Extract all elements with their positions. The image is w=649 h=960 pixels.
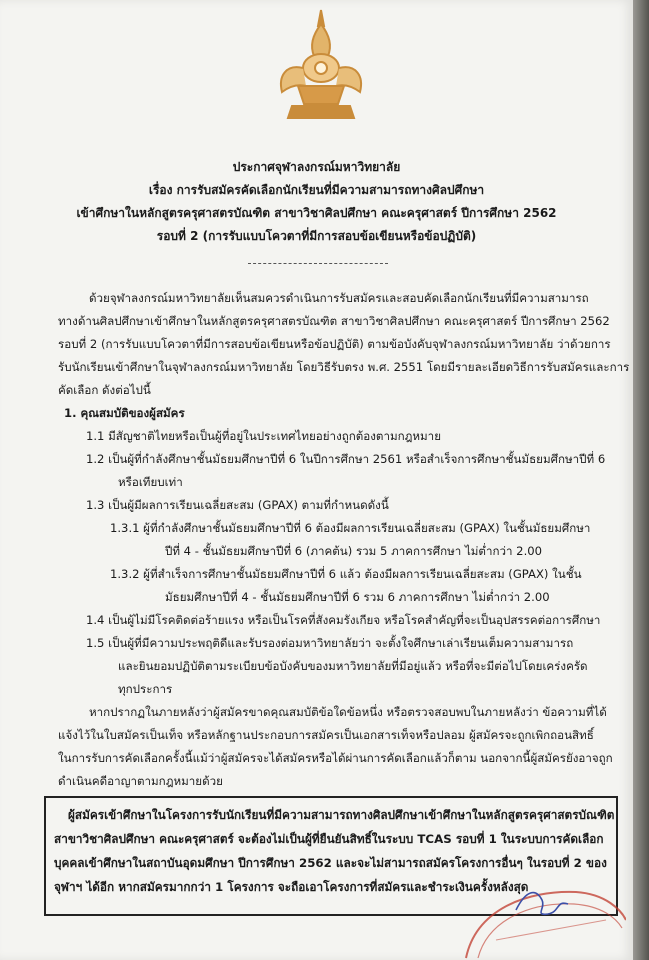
intro-line: ด้วยจุฬาลงกรณ์มหาวิทยาลัยเห็นสมควรดำเนินการรับสมัครและสอบคัดเลือกนักเรียนที่มีความสามารถ [89,291,589,305]
criteria-item: 1.5 เป็นผู้ที่มีความประพฤติดีและรับรองต่อมหาวิทยาลัยว่า จะตั้งใจศึกษาเล่าเรียนเต็มความสามารถ [86,636,574,650]
boxed-notice-line: บุคคลเข้าศึกษาในสถาบันอุดมศึกษา ปีการศึกษา 2562 และจะไม่สามารถสมัครโครงการอื่นๆ ในรอบที่ 2 ของ [54,856,607,870]
subject-line-2: เข้าศึกษาในหลักสูตรครุศาสตรบัณฑิต สาขาวิชาศิลปศึกษา คณะครุศาสตร์ ปีการศึกษา 2562 [76,206,557,220]
notice-line: หากปรากฏในภายหลังว่าผู้สมัครขาดคุณสมบัติข้อใดข้อหนึ่ง หรือตรวจสอบพบในภายหลังว่า ข้อความที่ได้ [89,705,607,719]
subject-line-3: รอบที่ 2 (การรับแบบโควตาที่มีการสอบข้อเขียนหรือข้อปฏิบัติ) [156,229,477,243]
criteria-item: ทุกประการ [118,682,173,696]
notice-line: แจ้งไว้ในใบสมัครเป็นเท็จ หรือหลักฐานประกอบการสมัครเป็นเอกสารเท็จหรือปลอม ผู้สมัครจะถูกเพิกถอนสิทธิ์ [58,728,594,742]
criteria-item: 1.2 เป็นผู้ที่กำลังศึกษาชั้นมัธยมศึกษาปีที่ 6 ในปีการศึกษา 2561 หรือสำเร็จการศึกษาชั้นมัธยมศึกษาปีที่ 6 [86,452,606,466]
criteria-item: 1.4 เป็นผู้ไม่มีโรคติดต่อร้ายแรง หรือเป็นโรคที่สังคมรังเกียจ หรือโรคสำคัญที่จะเป็นอุปสรรคต่อการศึกษา [86,613,601,627]
criteria-item: และยินยอมปฏิบัติตามระเบียบข้อบังคับของมหาวิทยาลัยที่มีอยู่แล้ว หรือที่จะมีต่อไปโดยเคร่งครัด [118,659,588,673]
intro-line: รับนักเรียนเข้าศึกษาในจุฬาลงกรณ์มหาวิทยาลัย โดยวิธีรับตรง พ.ศ. 2551 โดยมีรายละเอียดวิธีการรับสมัครและการ [58,360,630,374]
subject-line-1: เรื่อง การรับสมัครคัดเลือกนักเรียนที่มีความสามารถทางศิลปศึกษา [148,183,485,197]
university-seal-emblem [268,6,374,126]
criteria-item: หรือเทียบเท่า [118,475,183,489]
criteria-subitem: มัธยมศึกษาปีที่ 4 - ชั้นมัธยมศึกษาปีที่ 6 รวม 6 ภาคการศึกษา ไม่ต่ำกว่า 2.00 [165,590,550,604]
boxed-notice-line: สาขาวิชาศิลปศึกษา คณะครุศาสตร์ จะต้องไม่เป็นผู้ที่ยืนยันสิทธิ์ในระบบ TCAS รอบที่ 1 ในระบบการคัดเลือก [54,832,604,846]
criteria-subitem: 1.3.1 ผู้ที่กำลังศึกษาชั้นมัธยมศึกษาปีที่ 6 ต้องมีผลการเรียนเฉลี่ยสะสม (GPAX) ในชั้นมัธยมศึกษา [110,521,591,535]
criteria-subitem: 1.3.2 ผู้ที่สำเร็จการศึกษาชั้นมัธยมศึกษาปีที่ 6 แล้ว ต้องมีผลการเรียนเฉลี่ยสะสม (GPAX) ในชั้น [110,567,582,581]
criteria-subitem: ปีที่ 4 - ชั้นมัธยมศึกษาปีที่ 6 (ภาคต้น) รวม 5 ภาคการศึกษา ไม่ต่ำกว่า 2.00 [165,544,543,558]
intro-line: ทางด้านศิลปศึกษาเข้าศึกษาในหลักสูตรครุศาสตรบัณฑิต สาขาวิชาศิลปศึกษา คณะครุศาสตร์ ปีการศึกษา 2562 [58,314,610,328]
section-heading: 1. คุณสมบัติของผู้สมัคร [64,406,185,420]
notice-line: ดำเนินคดีอาญาตามกฎหมายด้วย [58,774,223,788]
criteria-item: 1.1 มีสัญชาติไทยหรือเป็นผู้ที่อยู่ในประเทศไทยอย่างถูกต้องตามกฎหมาย [86,429,441,443]
official-stamp-signature [456,880,626,960]
intro-line: รอบที่ 2 (การรับแบบโควตาที่มีการสอบข้อเขียนหรือข้อปฏิบัติ) ตามข้อบังคับจุฬาลงกรณ์มหาวิทยาลัย ว่าด้วยการ [58,337,611,351]
page-edge-shadow [633,0,649,960]
notice-line: ในการรับการคัดเลือกครั้งนี้แม้ว่าผู้สมัครจะได้สมัครหรือได้ผ่านการคัดเลือกแล้วก็ตาม นอกจากนี้ผู้สมัครยังอาจถูก [58,751,613,765]
boxed-notice-line: ผู้สมัครเข้าศึกษาในโครงการรับนักเรียนที่มีความสามารถทางศิลปศึกษาเข้าศึกษาในหลักสูตรครุศาสตรบัณฑิต [68,808,615,822]
title-divider [248,263,388,264]
intro-line: คัดเลือก ดังต่อไปนี้ [58,383,151,397]
page-title: ประกาศจุฬาลงกรณ์มหาวิทยาลัย [232,160,401,174]
criteria-item: 1.3 เป็นผู้มีผลการเรียนเฉลี่ยสะสม (GPAX) ตามที่กำหนดดังนี้ [86,498,389,512]
boxed-notice-line: จุฬาฯ ได้อีก หากสมัครมากกว่า 1 โครงการ จะถือเอาโครงการที่สมัครและชำระเงินครั้งหลังสุด [54,880,529,894]
